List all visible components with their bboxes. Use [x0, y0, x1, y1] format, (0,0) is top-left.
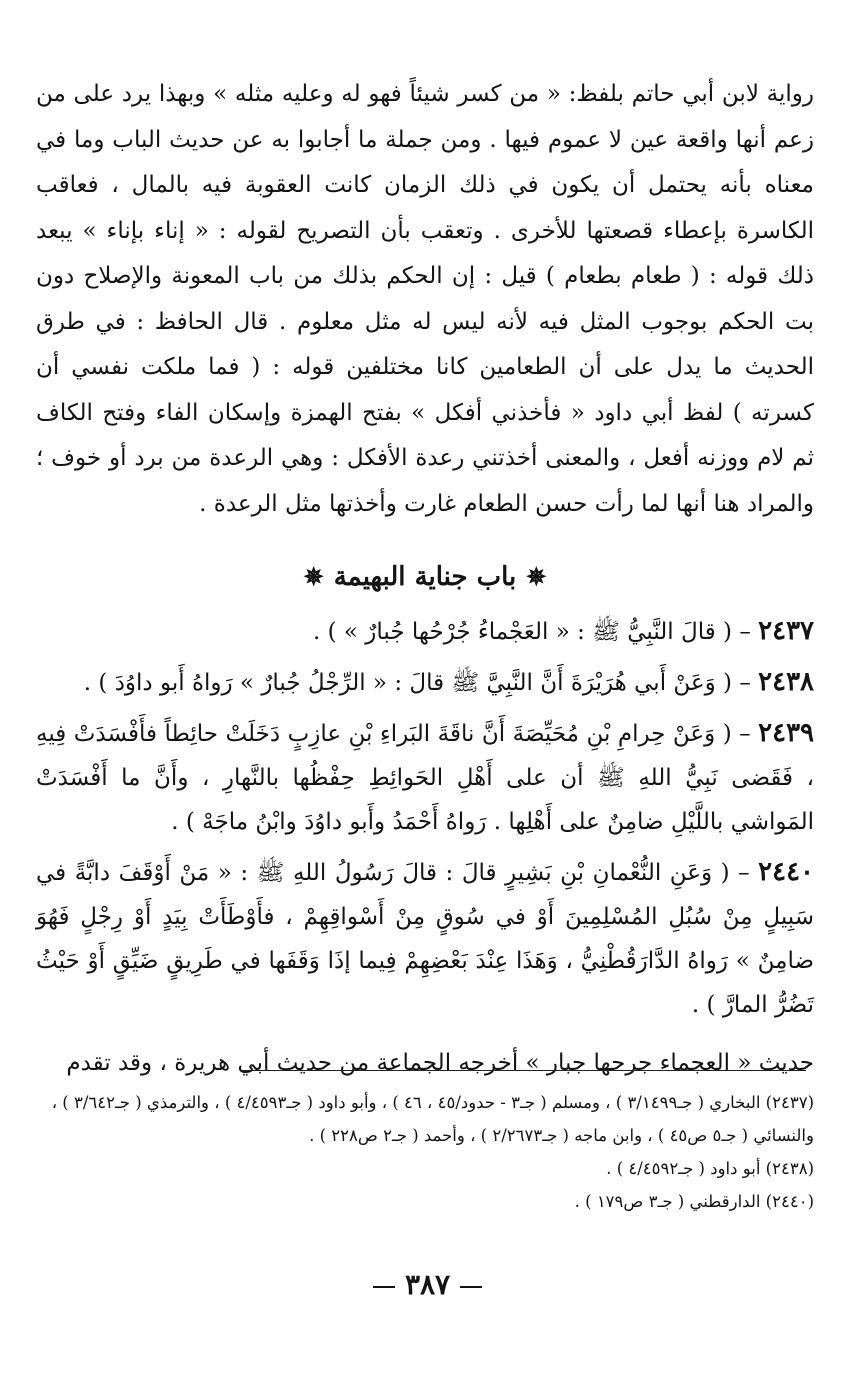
hadith-text: – ( وَعَنْ حِرامِ بْنِ مُحَيِّصَةَ أَنَّ ناقَةَ البَراءِ بْنِ عازِبٍ دَخَلَتْ حائِطاً فأَفْسَدَتْ فِيهِ ، فَقَضى نَبِيُّ اللهِ ﷺ أن على أَهْلِ الحَوائِطِ حِفْظُها بالنَّهارِ ، وأَنَّ ما أَفْسَدَتْ المَواشي باللَّيْلِ ضامِنٌ على أَهْلِها . رَواهُ أَحْمَدُ وأَبو داوُدَ وابْنُ ماجَهْ ) .	[36, 721, 814, 835]
chapter-heading-text: باب جناية البهيمة	[333, 562, 517, 592]
page-number-dash	[373, 1286, 395, 1288]
hadith-text: – ( قالَ النَّبِيُّ ﷺ : « العَجْماءُ جُرْحُها جُبارٌ » ) .	[313, 619, 751, 645]
footnotes	[36, 1086, 814, 1218]
footnote-divider	[240, 1070, 806, 1071]
footnote: (٢٤٣٨) أبو داود ( جـ٤/٤٥٩٢ ) .	[606, 1159, 814, 1178]
hadith-number: ٢٤٣٨	[758, 667, 814, 697]
hadith-number: ٢٤٤٠	[758, 857, 814, 887]
star-ornament-icon: ✵	[303, 562, 324, 591]
footnote: (٢٤٤٠) الدارقطني ( جـ٣ ص١٧٩ ) .	[574, 1192, 814, 1211]
hadith-number: ٢٤٣٩	[758, 718, 814, 748]
chapter-heading	[36, 557, 814, 597]
page-number-dash	[460, 1286, 482, 1288]
hadith-text: – ( وَعَنِ النُّعْمانِ بْنِ بَشِيرٍ قالَ : قالَ رَسُولُ اللهِ ﷺ : « مَنْ أَوْقَفَ دابَّةً في سَبِيلٍ مِنْ سُبُلِ المُسْلِمِينَ أَوْ في سُوقٍ مِنْ أَسْواقِهِمْ ، فأَوْطَأَتْ بِيَدٍ أَوْ رِجْلٍ فَهُوَ ضامِنٌ » رَواهُ الدَّارَقُطْنِيُّ ، وَهَذَا عِنْدَ بَعْضِهِمْ فِيما إذَا وَقَفَها في طَرِيقٍ ضَيِّقٍ أَوْ حَيْثُ تَضُرُّ المارَّ ) .	[36, 860, 814, 1018]
main-text-column	[36, 72, 814, 1085]
hadith-entry	[36, 711, 814, 844]
footnote: (٢٤٣٧) البخاري ( جـ٣/١٤٩٩ ) ، ومسلم ( جـ٣ - حدود/٤٥ ، ٤٦ ) ، وأبو داود ( جـ٤/٤٥٩٣ ) ، والترمذي ( جـ٣/٦٤٢ ) ، والنسائي ( جـ٥ ص٤٥ ) ، وابن ماجه ( جـ٢/٢٦٧٣ ) ، وأحمد ( جـ٢ ص٢٢٨ ) .	[51, 1093, 814, 1145]
hadith-entry	[36, 609, 814, 654]
hadith-entry	[36, 850, 814, 1027]
hadith-number: ٢٤٣٧	[758, 616, 814, 646]
hadith-entry	[36, 660, 814, 705]
commentary-continuation: حديث « العجماء جرحها جبار » أخرجه الجماعة من حديث أبي هريرة ، وقد تقدم	[66, 1050, 814, 1076]
page-number-text: ٣٨٧	[404, 1268, 451, 1301]
page-number	[0, 1268, 855, 1301]
hadith-text: – ( وَعَنْ أَبي هُرَيْرَةَ أَنَّ النَّبِيَّ ﷺ قالَ : « الرِّجْلُ جُبارٌ » رَواهُ أَبو داوُدَ ) .	[83, 670, 751, 696]
star-ornament-icon: ✵	[526, 562, 547, 591]
commentary-paragraph: رواية لابن أبي حاتم بلفظ: « من كسر شيئاً فهو له وعليه مثله » وبهذا يرد على من زعم أنها واقعة عين لا عموم فيها . ومن جملة ما أجابوا به عن حديث الباب وما في معناه بأنه يحتمل أن يكون في ذلك الزمان كانت العقوبة فيه بالمال ، فعاقب الكاسرة بإعطاء قصعتها للأخرى . وتعقب بأن التصريح لقوله : « إناء بإناء » يبعد ذلك قوله : ( طعام بطعام ) قيل : إن الحكم بذلك من باب المعونة والإصلاح دون بت الحكم بوجوب المثل فيه لأنه ليس له مثل معلوم . قال الحافظ : في طرق الحديث ما يدل على أن الطعامين كانا مختلفين قوله : ( فما ملكت نفسي أن كسرته ) لفظ أبي داود « فأخذني أفكل » بفتح الهمزة وإسكان الفاء وفتح الكاف ثم لام ووزنه أفعل ، والمعنى أخذتني رعدة الأفكل : وهي الرعدة من برد أو خوف ؛ والمراد هنا أنها لما رأت حسن الطعام غارت وأخذتها مثل الرعدة .	[36, 81, 815, 517]
